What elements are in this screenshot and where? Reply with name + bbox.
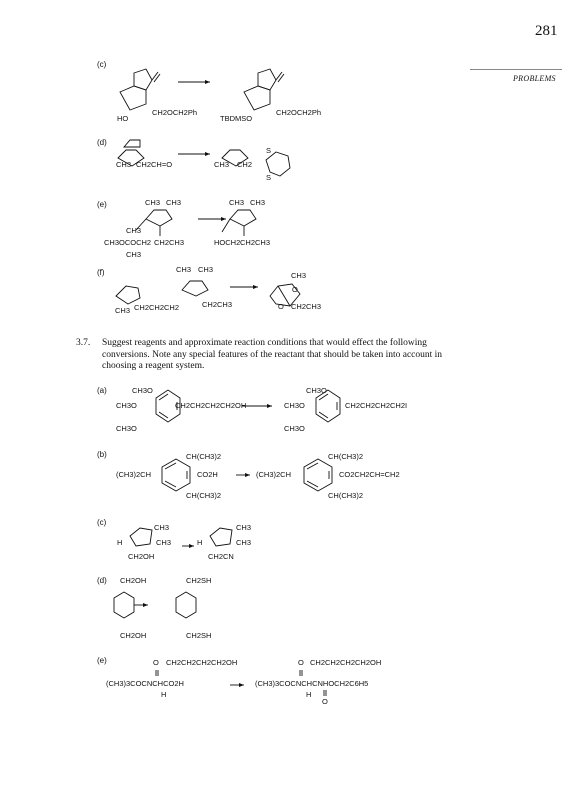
problem-text: Suggest reagents and approximate reaction conditions that would effect the following conversions. Note any special features of the reactant that should be taken into account in choosing a reagent system. xyxy=(102,338,443,372)
d-pr-s1: S xyxy=(266,146,272,155)
f-sm-ethyl: CH2CH3 xyxy=(202,300,233,309)
a-pr-chain: CH2CH2CH2CH2I xyxy=(345,401,408,410)
label-3-6-f: (f) xyxy=(97,268,105,277)
f-sm-chain: CH2CH2CH2 xyxy=(134,303,180,312)
e-pr-ch3-b: CH3 xyxy=(250,198,266,207)
e7-pr-o2: O xyxy=(322,697,328,706)
e7-sm-chain: CH2CH2CH2CH2OH xyxy=(166,658,238,667)
e-sm-ch3-b: CH3 xyxy=(166,198,182,207)
d7-pr-top: CH2SH xyxy=(186,576,212,585)
d-sm-ch3: CH3 xyxy=(116,160,132,169)
e7-pr-h: H xyxy=(306,690,312,699)
d7-sm-top: CH2OH xyxy=(120,576,147,585)
d-pr-ch3: CH3 xyxy=(214,160,230,169)
d7-sm-bot: CH2OH xyxy=(120,631,147,640)
b-pr-ipr-left: (CH3)2CH xyxy=(256,470,292,479)
d-pr-s2: S xyxy=(266,173,272,182)
e7-pr-o: O xyxy=(298,658,304,667)
f-sm-ch3-c: CH3 xyxy=(115,306,131,315)
c7-pr-h: H xyxy=(197,538,203,547)
b-pr-ipr-top: CH(CH3)2 xyxy=(328,452,364,461)
f-pr-o2: O xyxy=(278,302,284,311)
e-sm-ch3-a: CH3 xyxy=(145,198,161,207)
label-3-7-e: (e) xyxy=(97,656,107,665)
label-3-6-c: (c) xyxy=(97,60,107,69)
label-3-6-e: (e) xyxy=(97,200,107,209)
f-pr-o1: O xyxy=(292,285,298,294)
c7-sm-ch3-b: CH3 xyxy=(156,538,172,547)
a-pr-ome-mid: CH3O xyxy=(284,401,305,410)
e-sm-ethyl: CH2CH3 xyxy=(154,238,185,247)
b-sm-ipr-top: CH(CH3)2 xyxy=(186,452,222,461)
a-sm-chain: CH2CH2CH2CH2OH xyxy=(175,401,247,410)
a-sm-ome-mid: CH3O xyxy=(116,401,137,410)
c7-pr-ch2cn: CH2CN xyxy=(208,552,234,561)
b-sm-ipr-bot: CH(CH3)2 xyxy=(186,491,222,500)
b-sm-ipr-left: (CH3)2CH xyxy=(116,470,152,479)
a-sm-ome-top: CH3O xyxy=(132,386,153,395)
b-sm-acid: CO2H xyxy=(197,470,218,479)
c7-sm-ch3-a: CH3 xyxy=(154,523,170,532)
page-number: 281 xyxy=(535,23,558,39)
e7-pr-main: (CH3)3COCNCHCNHOCH2C6H5 xyxy=(255,679,369,688)
a-pr-ome-bot: CH3O xyxy=(284,424,305,433)
d-pr-ch2: CH2 xyxy=(237,160,253,169)
a-pr-ome-top: CH3O xyxy=(306,386,327,395)
e7-pr-chain: CH2CH2CH2CH2OH xyxy=(310,658,382,667)
f-pr-ch3: CH3 xyxy=(291,271,307,280)
f-sm-ch3-b: CH3 xyxy=(198,265,214,274)
c7-pr-ch3-a: CH3 xyxy=(236,523,252,532)
e-sm-ch3-c: CH3 xyxy=(126,226,142,235)
e-pr-ch3-a: CH3 xyxy=(229,198,245,207)
label-3-7-b: (b) xyxy=(97,450,107,459)
e-sm-ester: CH3OCOCH2 xyxy=(104,238,152,247)
c7-pr-ch3-b: CH3 xyxy=(236,538,252,547)
problem-number: 3.7. xyxy=(76,338,91,348)
e7-sm-main: (CH3)3COCNCHCO2H xyxy=(106,679,184,688)
label-3-7-a: (a) xyxy=(97,386,107,395)
e7-sm-h: H xyxy=(161,690,167,699)
label-3-7-d: (d) xyxy=(97,576,107,585)
label-3-6-d: (d) xyxy=(97,138,107,147)
a-sm-ome-bot: CH3O xyxy=(116,424,137,433)
c7-sm-ch2oh: CH2OH xyxy=(128,552,155,561)
d7-pr-bot: CH2SH xyxy=(186,631,212,640)
e-pr-alcohol: HOCH2 xyxy=(214,238,241,247)
c7-sm-h: H xyxy=(117,538,123,547)
c-sm-ho: HO xyxy=(117,114,129,123)
c-pr-tbdmso: TBDMSO xyxy=(220,114,253,123)
e7-sm-o: O xyxy=(153,658,159,667)
b-pr-ipr-bot: CH(CH3)2 xyxy=(328,491,364,500)
f-sm-ch3-a: CH3 xyxy=(176,265,192,274)
e-pr-ethyl: CH2CH3 xyxy=(240,238,271,247)
e-sm-ch3-d: CH3 xyxy=(126,250,142,259)
d-sm-chain: CH2CH=O xyxy=(136,160,173,169)
f-pr-ethyl: CH2CH3 xyxy=(291,302,322,311)
label-3-7-c: (c) xyxy=(97,518,107,527)
b-pr-ester: CO2CH2CH=CH2 xyxy=(339,470,400,479)
c-sm-side: CH2OCH2Ph xyxy=(152,108,198,117)
c-pr-side: CH2OCH2Ph xyxy=(276,108,322,117)
running-head: PROBLEMS xyxy=(513,74,556,83)
